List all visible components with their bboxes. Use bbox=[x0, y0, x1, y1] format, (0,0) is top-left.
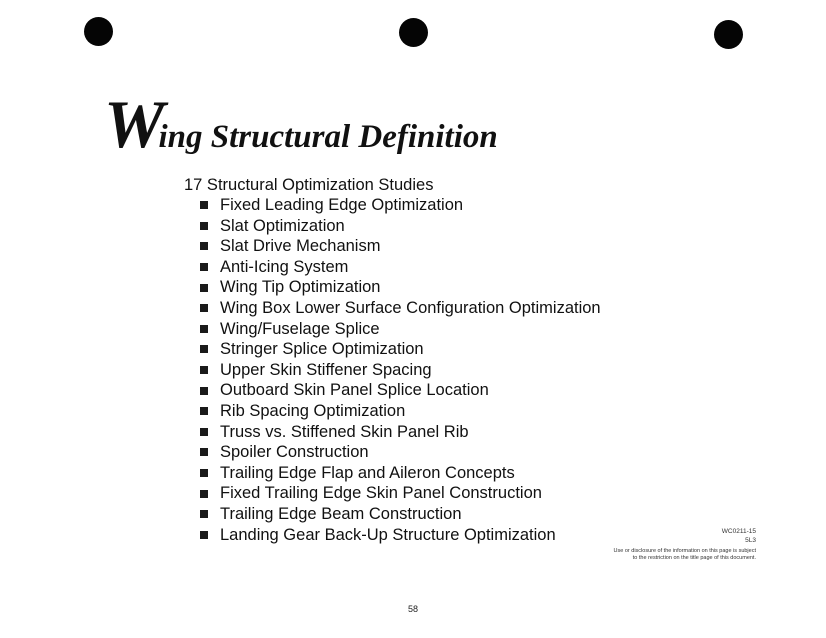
list-item bbox=[200, 525, 601, 546]
square-bullet-icon bbox=[200, 407, 208, 415]
square-bullet-icon bbox=[200, 428, 208, 436]
list-item bbox=[200, 236, 601, 257]
list-item-label: Spoiler Construction bbox=[220, 443, 369, 462]
disclosure-notice-line: to the restriction on the title page of this document. bbox=[632, 555, 756, 561]
page-title bbox=[104, 86, 498, 162]
list-item-label: Wing Tip Optimization bbox=[220, 278, 381, 297]
list-item-label: Slat Drive Mechanism bbox=[220, 237, 381, 256]
square-bullet-icon bbox=[200, 304, 208, 312]
list-item-label: Trailing Edge Flap and Aileron Concepts bbox=[220, 463, 515, 482]
document-code-line: WC0211-15 bbox=[721, 528, 756, 535]
square-bullet-icon bbox=[200, 201, 208, 209]
list-item-label: Slat Optimization bbox=[220, 216, 345, 235]
title-rest: ing Structural Definition bbox=[158, 119, 498, 155]
list-item bbox=[200, 257, 601, 278]
square-bullet-icon bbox=[200, 222, 208, 230]
list-item bbox=[200, 298, 601, 319]
square-bullet-icon bbox=[200, 387, 208, 395]
list-item bbox=[200, 463, 601, 484]
study-list bbox=[200, 195, 601, 545]
list-item bbox=[200, 216, 601, 237]
list-item bbox=[200, 422, 601, 443]
list-heading: 17 Structural Optimization Studies bbox=[184, 176, 434, 194]
list-item-label: Anti-Icing System bbox=[220, 257, 349, 276]
punch-hole-center bbox=[399, 18, 428, 47]
list-item bbox=[200, 401, 601, 422]
page-number: 58 bbox=[407, 604, 418, 614]
square-bullet-icon bbox=[200, 242, 208, 250]
list-item bbox=[200, 277, 601, 298]
disclosure-notice-line: Use or disclosure of the information on this page is subject bbox=[613, 548, 756, 554]
square-bullet-icon bbox=[200, 469, 208, 477]
square-bullet-icon bbox=[200, 448, 208, 456]
list-item-label: Truss vs. Stiffened Skin Panel Rib bbox=[220, 422, 469, 441]
square-bullet-icon bbox=[200, 325, 208, 333]
square-bullet-icon bbox=[200, 531, 208, 539]
list-item-label: Landing Gear Back-Up Structure Optimization bbox=[220, 525, 556, 544]
list-item-label: Fixed Leading Edge Optimization bbox=[220, 196, 464, 214]
square-bullet-icon bbox=[200, 490, 208, 498]
list-item bbox=[200, 380, 601, 401]
list-item bbox=[200, 483, 601, 504]
punch-hole-left bbox=[84, 17, 113, 46]
disclosure-notice bbox=[614, 548, 756, 562]
list-item bbox=[200, 195, 601, 216]
document-code bbox=[722, 527, 756, 545]
punch-hole-right bbox=[714, 20, 743, 49]
square-bullet-icon bbox=[200, 510, 208, 518]
list-item-label: Rib Spacing Optimization bbox=[220, 401, 406, 420]
list-item bbox=[200, 442, 601, 463]
list-item-label: Stringer Splice Optimization bbox=[220, 340, 424, 359]
square-bullet-icon bbox=[200, 366, 208, 374]
square-bullet-icon bbox=[200, 345, 208, 353]
list-item bbox=[200, 319, 601, 340]
list-item bbox=[200, 504, 601, 525]
list-item bbox=[200, 360, 601, 381]
list-item-label: Wing/Fuselage Splice bbox=[220, 319, 380, 338]
list-item bbox=[200, 339, 601, 360]
square-bullet-icon bbox=[200, 284, 208, 292]
list-item-label: Outboard Skin Panel Splice Location bbox=[220, 381, 489, 400]
title-initial: W bbox=[104, 86, 159, 162]
square-bullet-icon bbox=[200, 263, 208, 271]
list-item-label: Upper Skin Stiffener Spacing bbox=[220, 360, 432, 379]
document-code-line: 5L3 bbox=[745, 537, 756, 544]
list-item-label: Wing Box Lower Surface Configuration Optimization bbox=[220, 298, 601, 317]
list-item-label: Fixed Trailing Edge Skin Panel Construction bbox=[220, 484, 542, 503]
list-item-label: Trailing Edge Beam Construction bbox=[220, 504, 462, 523]
